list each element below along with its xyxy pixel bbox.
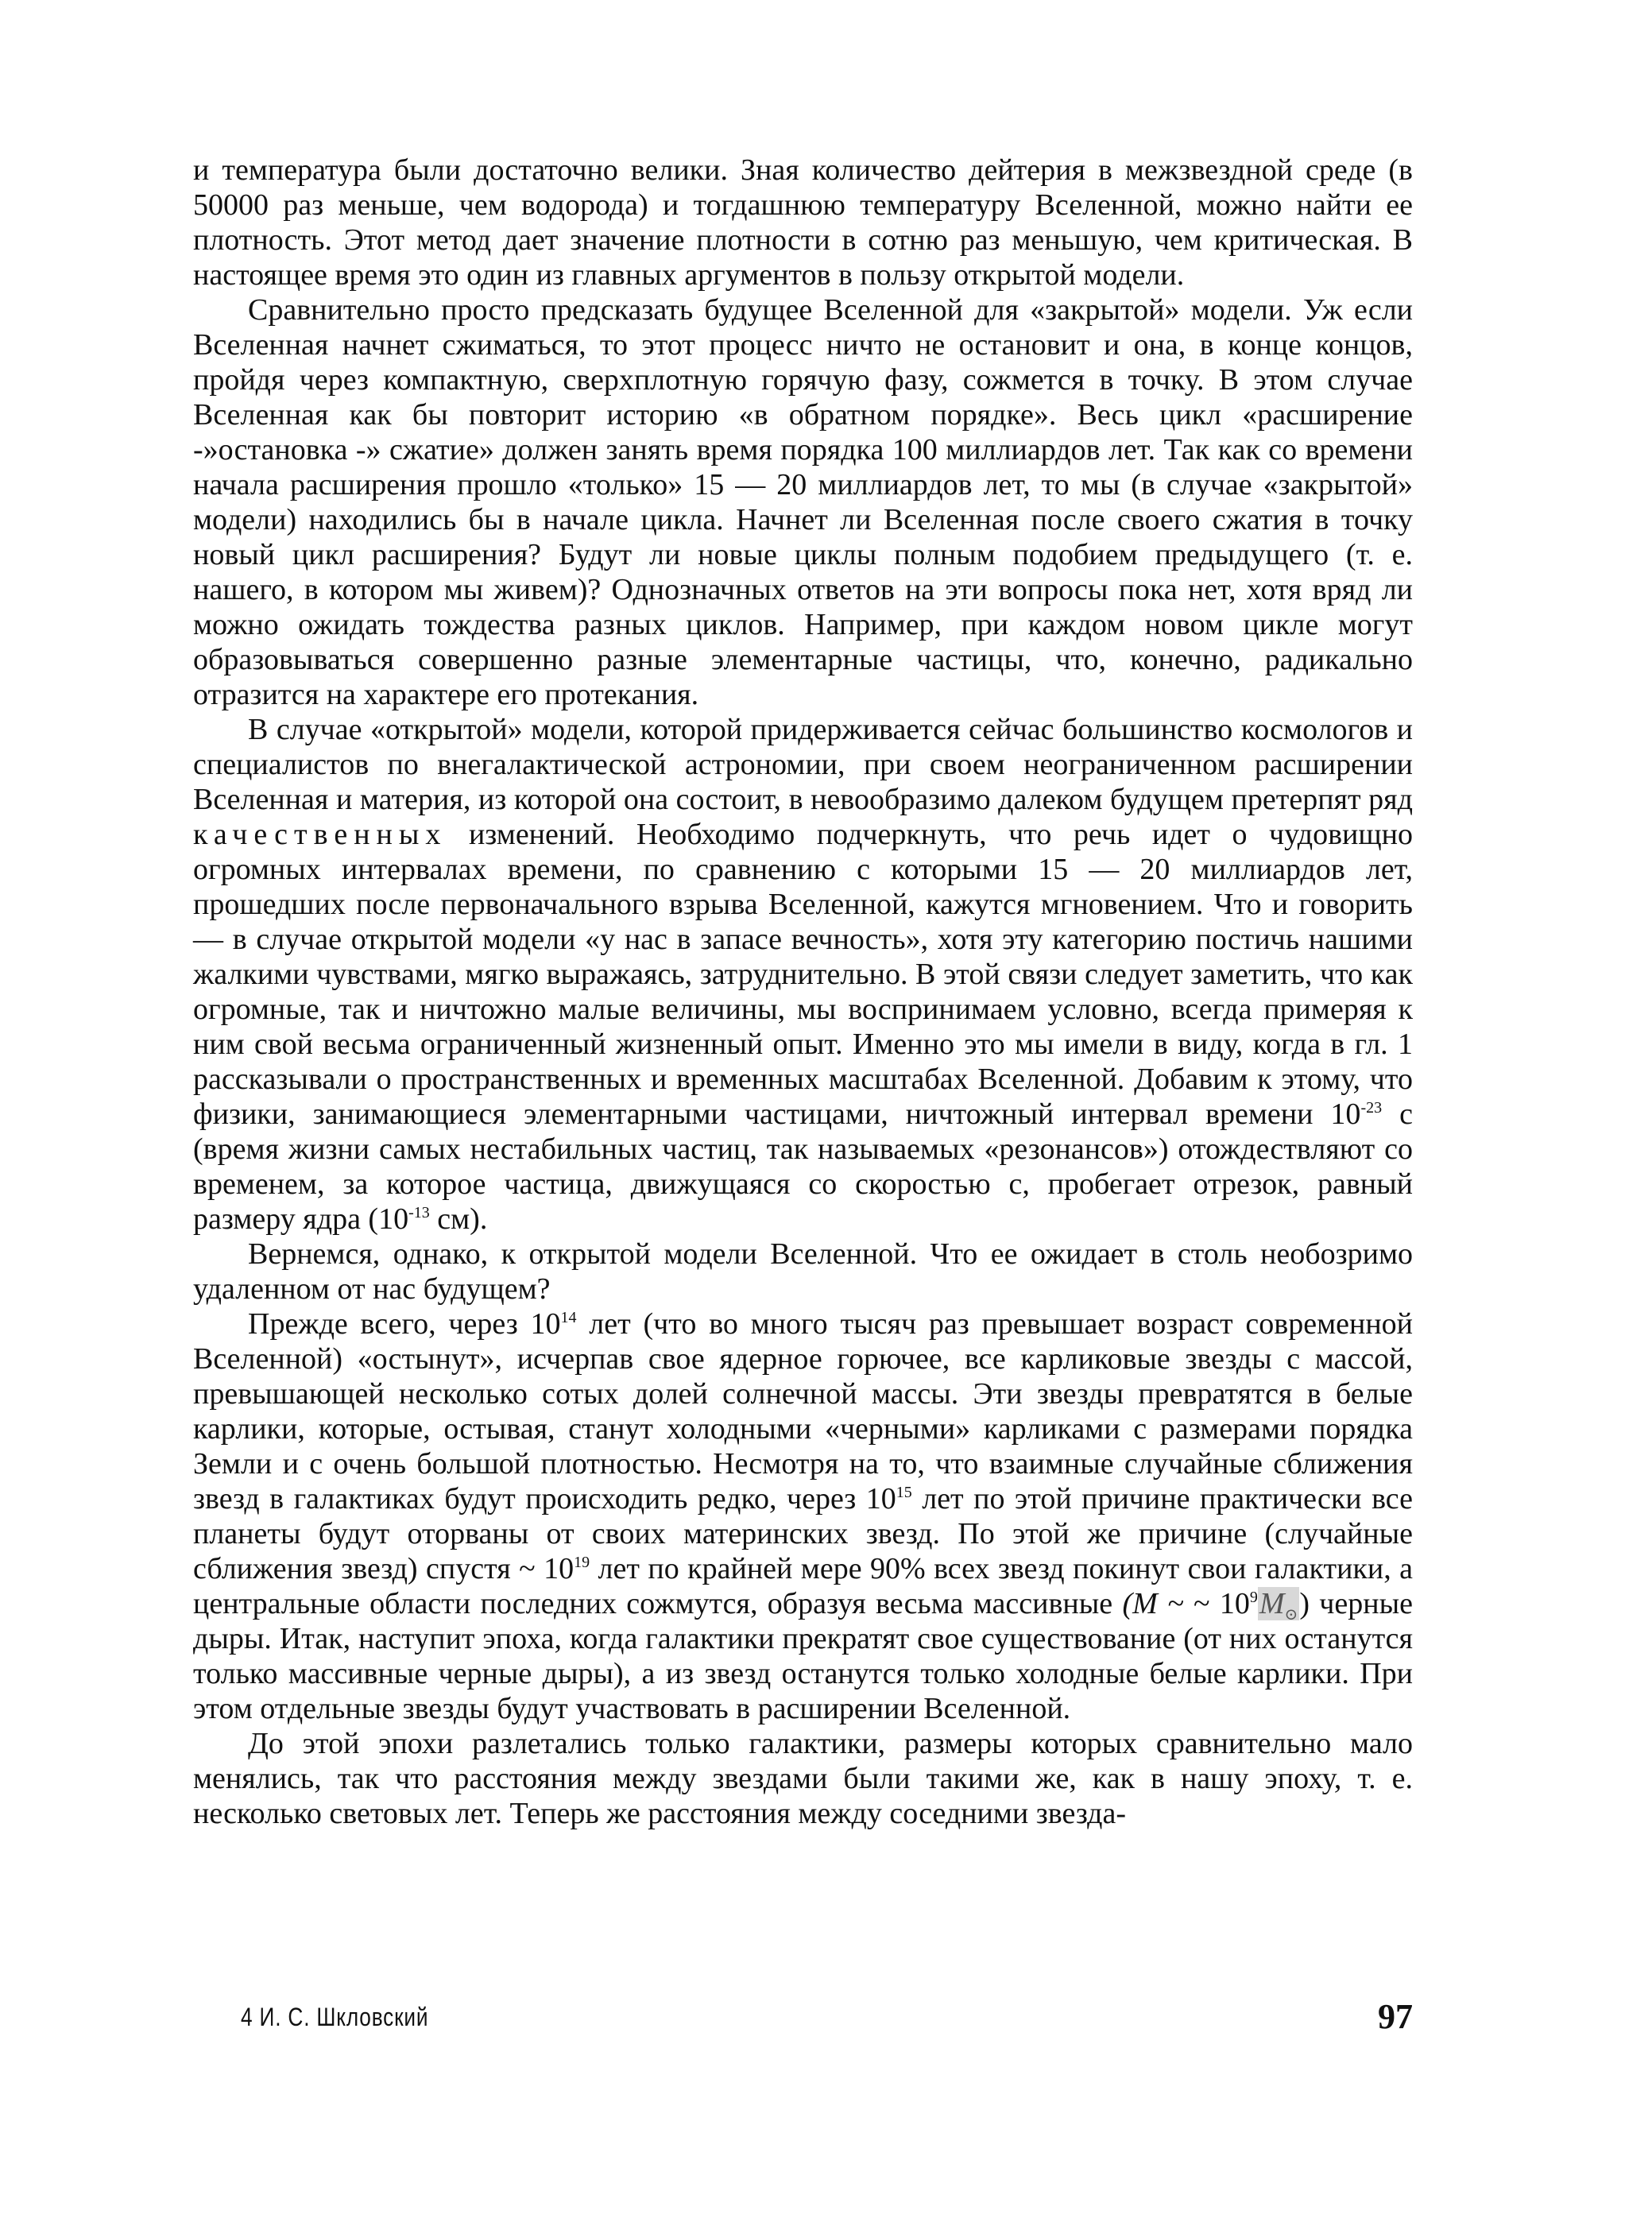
paragraph-6: До этой эпохи разлетались только галактики, размеры которых сравнительно мало менялись, так что расстояния между звездами были такими же, как в нашу эпоху, т. е. несколько световых лет. Теперь же расстояния между соседними звезда- [193, 1727, 1413, 1830]
exponent: 14 [560, 1309, 577, 1326]
exponent: 19 [574, 1554, 590, 1571]
solar-mass-letter: M [1259, 1587, 1285, 1620]
spaced-word: качественных [193, 818, 447, 851]
exponent: -13 [408, 1204, 430, 1221]
exponent: -23 [1360, 1099, 1383, 1117]
paragraph-1: и температура были достаточно велики. Зная количество дейтерия в межзвездной среде (в 50000 раз меньше, чем водорода) и тогдашнюю температуру Вселенной, можно найти ее плотность. Этот метод дает значение плотности в сотню раз меньшую, чем критическая. В настоящее время это один из главных аргументов в пользу открытой модели. [193, 153, 1413, 292]
paragraph-3-part-a: В случае «открытой» модели, которой придерживается сейчас большинство космологов и специалистов по внегалактической астрономии, при своем неограниченном расширении Вселенная и материя, из которой она состоит, в невообразимо далеком будущем претерпят ряд [193, 713, 1413, 816]
paragraph-4: Вернемся, однако, к открытой модели Вселенной. Что ее ожидает в столь необозримо удаленном от нас будущем? [193, 1237, 1413, 1306]
paragraph-3 [193, 712, 1413, 1237]
paragraph-5-part-d: лет по крайней мере 90% всех звезд покинут свои галактики, а центральные области последних сожмутся, образуя весьма массивные [193, 1552, 1413, 1620]
paragraph-5-part-e: ~ 10 [1183, 1587, 1250, 1620]
page-footer [193, 1996, 1413, 2044]
page-number: 97 [1378, 1997, 1413, 2036]
signature-mark: 4 И. С. Шкловский [241, 2003, 429, 2031]
paragraph-3-part-c: с (время жизни самых нестабильных частиц, так называемых «резонансов») отождествляют со временем, за которое частица, движущаяся со скоростью с, пробегает отрезок, равный размеру ядра (10 [193, 1097, 1414, 1236]
solar-mass-symbol [1258, 1587, 1299, 1624]
paragraph-5-part-b: лет (что во много тысяч раз превышает возраст современной Вселенной) «остынут», исчерпав свое ядерное горючее, все карликовые звезды с массой, превышающей несколько сотых долей солнечной массы. Эти звезды превратятся в белые карлики, которые, остывая, станут холодными «черными» карликами с размерами порядка Земли и с очень большой плотностью. Несмотря на то, что взаимные случайные сближения звезд в галактиках будут происходить редко, через 10 [193, 1307, 1414, 1516]
paragraph-2: Сравнительно просто предсказать будущее Вселенной для «закрытой» модели. Уж если Вселенная начнет сжиматься, то этот процесс ничто не остановит и она, в конце концов, пройдя через компактную, сверхплотную горячую фазу, сожмется в точку. В этом случае Вселенная как бы повторит историю «в обратном порядке». Весь цикл «расширение -»остановка -» сжатие» должен занять время порядка 100 миллиардов лет. Так как со времени начала расширения прошло «только» 15 — 20 миллиардов лет, то мы (в случае «закрытой» модели) находились бы в начале цикла. Начнет ли Вселенная после своего сжатия в точку новый цикл расширения? Будут ли новые циклы полным подобием предыдущего (т. е. нашего, в котором мы живем)? Однозначных ответов на эти вопросы пока нет, хотя вряд ли можно ожидать тождества разных циклов. Например, при каждом новом цикле могут образовываться совершенно разные элементарные частицы, что, конечно, радикально отразится на характере его протекания. [193, 293, 1413, 711]
paragraph-3-part-d: см). [429, 1202, 488, 1236]
paragraph-5 [193, 1306, 1413, 1726]
mass-symbol: (M ~ [1122, 1587, 1184, 1620]
exponent: 9 [1249, 1589, 1258, 1606]
exponent: 15 [896, 1484, 912, 1501]
paragraph-5-part-f: ) черные дыры. Итак, наступит эпоха, когда галактики прекратят свое существование (от них останутся только массивные черные дыры), а из звезд останутся только холодные белые карлики. При этом отдельные звезды будут участвовать в расширении Вселенной. [193, 1587, 1414, 1725]
paragraph-5-part-a: Прежде всего, через 10 [248, 1307, 561, 1341]
paragraph-3-part-b: изменений. Необходимо подчеркнуть, что речь идет о чудовищно огромных интервалах времени, по сравнению с которыми 15 — 20 миллиардов лет, прошедших после первоначального взрыва Вселенной, кажутся мгновением. Что и говорить — в случае открытой модели «у нас в запасе вечность», хотя эту категорию постичь нашими жалкими чувствами, мягко выражаясь, затруднительно. В этой связи следует заметить, что как огромные, так и ничтожно малые величины, мы воспринимаем условно, всегда примеряя к ним свой весьма ограниченный жизненный опыт. Именно это мы имели в виду, когда в гл. 1 рассказывали о пространственных и временных масштабах Вселенной. Добавим к этому, что физики, занимающиеся элементарными частицами, ничтожный интервал времени 10 [193, 818, 1413, 1131]
paragraph-5-part-c: лет по этой причине практически все планеты будут оторваны от своих материнских звезд. По этой же причине (случайные сближения звезд) спустя ~ 10 [193, 1482, 1413, 1585]
sun-symbol: ⊙ [1284, 1606, 1298, 1624]
body-text [193, 153, 1413, 1831]
